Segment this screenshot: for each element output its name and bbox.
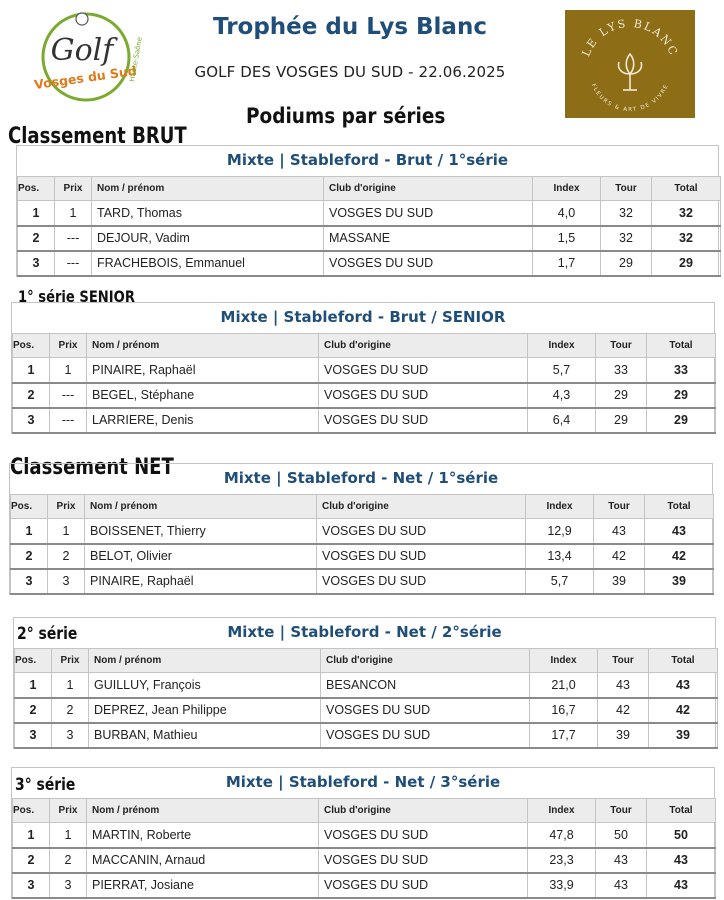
cell-pos: 1 (11, 519, 48, 544)
cell-total: 39 (645, 569, 714, 594)
cell-total: 29 (647, 408, 716, 433)
cell-index: 17,7 (530, 723, 598, 748)
table-title: Mixte | Stableford - Net / 3°série (225, 773, 501, 791)
table-header-row (11, 495, 714, 519)
cell-club: VOSGES DU SUD (317, 544, 526, 569)
cell-index: 4,3 (528, 383, 596, 408)
column-header-prix: Prix (55, 177, 92, 201)
cell-prix: 3 (50, 873, 87, 898)
table-row (15, 698, 718, 723)
cell-prix: 1 (52, 673, 89, 698)
cell-club: VOSGES DU SUD (324, 201, 533, 226)
table-row (13, 873, 716, 898)
table-net-2serie (13, 617, 716, 749)
table-title: Mixte | Stableford - Brut / 1°série (226, 151, 509, 169)
column-header-nom: Nom / prénom (92, 177, 324, 201)
cell-total: 43 (647, 848, 716, 873)
cell-tour: 39 (594, 569, 645, 594)
cell-total: 29 (652, 251, 721, 276)
logo-bottom-text: FLEURS & ART DE VIVRE (589, 83, 671, 114)
cell-pos: 2 (13, 848, 50, 873)
event-subtitle: GOLF DES VOSGES DU SUD - 22.06.2025 (194, 63, 506, 81)
column-header-nom: Nom / prénom (89, 649, 321, 673)
cell-nom: TARD, Thomas (92, 201, 324, 226)
column-header-pos: Pos. (11, 495, 48, 519)
results-table (12, 798, 716, 899)
cell-total: 39 (649, 723, 718, 748)
cell-prix: 1 (50, 823, 87, 848)
table-header-row (13, 799, 716, 823)
cell-pos: 2 (11, 544, 48, 569)
cell-prix: --- (55, 251, 92, 276)
table-net-3serie (11, 767, 715, 899)
table-title: Mixte | Stableford - Brut / SENIOR (220, 308, 506, 326)
results-table (12, 333, 716, 434)
table-title: Mixte | Stableford - Net / 1°série (223, 469, 499, 487)
table-row (18, 201, 721, 226)
cell-nom: PINAIRE, Raphaël (87, 358, 319, 383)
cell-nom: BURBAN, Mathieu (89, 723, 321, 748)
cell-index: 21,0 (530, 673, 598, 698)
column-header-club: Club d'origine (324, 177, 533, 201)
cell-prix: 3 (52, 723, 89, 748)
svg-text:Vosges du Sud: Vosges du Sud (33, 62, 138, 93)
table-title: Mixte | Stableford - Net / 2°série (227, 623, 502, 641)
cell-prix: --- (55, 226, 92, 251)
svg-text:Haute-Saône: Haute-Saône (128, 36, 144, 83)
cell-pos: 2 (13, 383, 50, 408)
table-brut-senior (11, 302, 715, 434)
table-row (13, 408, 716, 433)
cell-tour: 33 (596, 358, 647, 383)
cell-nom: BOISSENET, Thierry (85, 519, 317, 544)
cell-pos: 3 (15, 723, 52, 748)
golf-vosges-du-sud-logo (33, 10, 144, 110)
cell-nom: LARRIERE, Denis (87, 408, 319, 433)
column-header-pos: Pos. (13, 334, 50, 358)
cell-club: VOSGES DU SUD (317, 519, 526, 544)
column-header-index: Index (528, 334, 596, 358)
table-row (11, 544, 714, 569)
cell-tour: 43 (598, 673, 649, 698)
cell-pos: 1 (13, 358, 50, 383)
cell-club: VOSGES DU SUD (319, 358, 528, 383)
cell-pos: 3 (11, 569, 48, 594)
serie-2-label: 2° série (17, 624, 78, 644)
column-header-pos: Pos. (18, 177, 55, 201)
table-row (18, 251, 721, 276)
classement-net-label: Classement NET (10, 455, 174, 480)
results-table (14, 648, 718, 749)
cell-total: 33 (647, 358, 716, 383)
cell-pos: 3 (13, 873, 50, 898)
cell-index: 1,5 (533, 226, 601, 251)
column-header-prix: Prix (52, 649, 89, 673)
results-table (10, 494, 714, 595)
svg-text:LE LYS BLANC (579, 17, 680, 59)
cell-total: 43 (649, 673, 718, 698)
column-header-tour: Tour (596, 799, 647, 823)
table-row (11, 569, 714, 594)
table-header-row (15, 649, 718, 673)
cell-nom: FRACHEBOIS, Emmanuel (92, 251, 324, 276)
cell-total: 42 (645, 544, 714, 569)
cell-pos: 2 (18, 226, 55, 251)
cell-total: 29 (647, 383, 716, 408)
column-header-total: Total (652, 177, 721, 201)
cell-tour: 42 (598, 698, 649, 723)
cell-tour: 29 (596, 383, 647, 408)
cell-pos: 2 (15, 698, 52, 723)
cell-prix: 1 (50, 358, 87, 383)
cell-prix: --- (50, 408, 87, 433)
column-header-total: Total (647, 334, 716, 358)
results-table (17, 176, 721, 277)
cell-tour: 32 (601, 226, 652, 251)
cell-pos: 1 (15, 673, 52, 698)
column-header-prix: Prix (50, 334, 87, 358)
column-header-total: Total (647, 799, 716, 823)
column-header-prix: Prix (50, 799, 87, 823)
cell-nom: DEJOUR, Vadim (92, 226, 324, 251)
cell-index: 47,8 (528, 823, 596, 848)
cell-prix: --- (50, 383, 87, 408)
cell-club: VOSGES DU SUD (319, 848, 528, 873)
cell-total: 43 (645, 519, 714, 544)
table-row (13, 358, 716, 383)
logo-top-text: LE LYS BLANC (579, 16, 681, 59)
cell-pos: 3 (18, 251, 55, 276)
cell-total: 32 (652, 226, 721, 251)
cell-pos: 1 (18, 201, 55, 226)
cell-club: VOSGES DU SUD (319, 873, 528, 898)
cell-index: 13,4 (526, 544, 594, 569)
cell-total: 32 (652, 201, 721, 226)
cell-nom: MARTIN, Roberte (87, 823, 319, 848)
cell-total: 43 (647, 873, 716, 898)
column-header-total: Total (645, 495, 714, 519)
cell-nom: PIERRAT, Josiane (87, 873, 319, 898)
serie-3-label: 3° série (15, 775, 76, 795)
cell-index: 6,4 (528, 408, 596, 433)
table-row (18, 226, 721, 251)
column-header-nom: Nom / prénom (85, 495, 317, 519)
column-header-total: Total (649, 649, 718, 673)
cell-nom: MACCANIN, Arnaud (87, 848, 319, 873)
cell-index: 33,9 (528, 873, 596, 898)
cell-prix: 2 (52, 698, 89, 723)
column-header-index: Index (530, 649, 598, 673)
lys-blanc-logo (565, 10, 695, 118)
cell-total: 42 (649, 698, 718, 723)
table-row (15, 673, 718, 698)
table-row (13, 823, 716, 848)
lily-icon (618, 54, 641, 90)
classement-brut-label: Classement BRUT (8, 124, 187, 149)
cell-prix: 3 (48, 569, 85, 594)
cell-pos: 3 (13, 408, 50, 433)
cell-tour: 39 (598, 723, 649, 748)
column-header-club: Club d'origine (321, 649, 530, 673)
podiums-heading: Podiums par séries (246, 104, 446, 128)
cell-club: VOSGES DU SUD (317, 569, 526, 594)
logo-golf-text: Golf (50, 33, 114, 68)
cell-club: BESANCON (321, 673, 530, 698)
cell-index: 5,7 (526, 569, 594, 594)
column-header-index: Index (528, 799, 596, 823)
column-header-pos: Pos. (15, 649, 52, 673)
cell-tour: 50 (596, 823, 647, 848)
cell-prix: 2 (48, 544, 85, 569)
cell-prix: 1 (48, 519, 85, 544)
cell-club: VOSGES DU SUD (319, 383, 528, 408)
cell-club: VOSGES DU SUD (321, 698, 530, 723)
table-net-1serie (9, 463, 713, 595)
column-header-club: Club d'origine (319, 799, 528, 823)
table-brut-1serie (16, 145, 719, 277)
cell-prix: 1 (55, 201, 92, 226)
column-header-tour: Tour (598, 649, 649, 673)
column-header-nom: Nom / prénom (87, 799, 319, 823)
table-row (15, 723, 718, 748)
column-header-index: Index (533, 177, 601, 201)
cell-tour: 43 (594, 519, 645, 544)
cell-index: 23,3 (528, 848, 596, 873)
cell-club: MASSANE (324, 226, 533, 251)
table-header-row (18, 177, 721, 201)
cell-tour: 42 (594, 544, 645, 569)
cell-nom: DEPREZ, Jean Philippe (89, 698, 321, 723)
cell-index: 12,9 (526, 519, 594, 544)
cell-prix: 2 (50, 848, 87, 873)
cell-club: VOSGES DU SUD (319, 408, 528, 433)
page-title: Trophée du Lys Blanc (213, 14, 487, 40)
cell-tour: 32 (601, 201, 652, 226)
column-header-tour: Tour (594, 495, 645, 519)
cell-index: 4,0 (533, 201, 601, 226)
cell-total: 50 (647, 823, 716, 848)
cell-tour: 29 (601, 251, 652, 276)
column-header-tour: Tour (596, 334, 647, 358)
cell-nom: BELOT, Olivier (85, 544, 317, 569)
column-header-club: Club d'origine (319, 334, 528, 358)
column-header-pos: Pos. (13, 799, 50, 823)
column-header-nom: Nom / prénom (87, 334, 319, 358)
cell-tour: 43 (596, 848, 647, 873)
cell-club: VOSGES DU SUD (321, 723, 530, 748)
cell-tour: 43 (596, 873, 647, 898)
table-row (11, 519, 714, 544)
table-header-row (13, 334, 716, 358)
cell-club: VOSGES DU SUD (319, 823, 528, 848)
cell-index: 5,7 (528, 358, 596, 383)
column-header-club: Club d'origine (317, 495, 526, 519)
cell-tour: 29 (596, 408, 647, 433)
column-header-index: Index (526, 495, 594, 519)
cell-nom: BEGEL, Stéphane (87, 383, 319, 408)
column-header-tour: Tour (601, 177, 652, 201)
column-header-prix: Prix (48, 495, 85, 519)
table-row (13, 383, 716, 408)
cell-nom: PINAIRE, Raphaël (85, 569, 317, 594)
cell-index: 16,7 (530, 698, 598, 723)
cell-club: VOSGES DU SUD (324, 251, 533, 276)
cell-index: 1,7 (533, 251, 601, 276)
cell-pos: 1 (13, 823, 50, 848)
senior-label: 1° série SENIOR (18, 287, 135, 306)
table-row (13, 848, 716, 873)
cell-nom: GUILLUY, François (89, 673, 321, 698)
